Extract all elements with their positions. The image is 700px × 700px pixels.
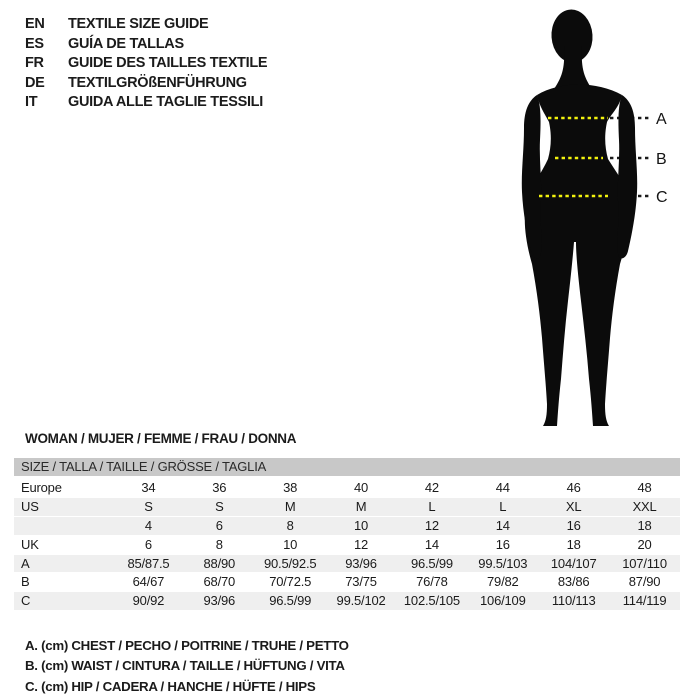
size-cell: 73/75 [345,574,377,590]
size-cell: 70/72.5 [269,574,312,590]
size-cell: 12 [424,517,439,533]
size-cell: 38 [283,480,298,495]
lang-row-es [25,35,267,55]
measurement-legend [25,636,349,697]
table-row-waist-b [14,573,680,592]
size-cell: XL [565,498,582,514]
size-cell: 8 [286,517,294,533]
table-row-us-numeric [14,517,680,536]
size-cell: 104/107 [550,555,597,571]
size-cell: 93/96 [203,593,236,609]
size-cell: 90/92 [132,593,165,609]
lang-code-fr: FR [25,55,44,71]
size-cell: 48 [637,480,652,495]
size-cell: 107/110 [622,555,667,571]
size-cell: L [499,498,507,514]
size-cell: 6 [144,536,152,552]
lang-row-it [25,93,267,113]
size-cell: 83/86 [557,574,590,590]
lang-row-fr [25,54,267,74]
size-cell: 87/90 [628,574,661,590]
woman-figure-svg [505,0,700,432]
size-cell: 6 [215,517,223,533]
language-title-list [25,15,267,113]
lang-label-fr: GUIDE DES TAILLES TEXTILE [68,55,268,71]
lang-code-de: DE [25,74,45,91]
size-table-header: SIZE / TALLA / TAILLE / GRÖSSE / TAGLIA [14,458,680,476]
size-cell: M [284,498,296,514]
size-cell: 34 [141,480,156,495]
table-row-us [14,498,680,517]
size-cell: 14 [495,517,510,533]
size-cell: 99.5/103 [478,555,528,571]
size-cell: 90.5/92.5 [263,555,317,571]
size-cell: 18 [637,517,652,533]
row-label: UK [21,536,39,552]
legend-waist: B. (cm) WAIST / CINTURA / TAILLE / HÜFTUNG / VITA [25,658,345,674]
size-cell: 110/113 [551,593,596,609]
size-table [14,458,680,611]
lang-code-en: EN [25,16,45,32]
size-cell: 12 [354,536,369,552]
size-cell: 42 [424,480,439,495]
legend-chest: A. (cm) CHEST / PECHO / POITRINE / TRUHE / PETTO [25,638,349,653]
size-cell: 10 [354,517,369,533]
silhouette-right-arm [618,95,637,258]
size-cell: 64/67 [132,574,165,590]
marker-a-label: A [656,111,667,128]
table-row-hip-c [14,592,680,611]
row-label [14,517,113,535]
size-cell: 18 [566,536,581,552]
size-cell: 44 [495,480,510,495]
size-cell: 68/70 [203,574,236,590]
size-cell: 85/87.5 [127,555,170,571]
size-cell: 4 [144,517,152,533]
lang-label-es: GUÍA DE TALLAS [68,35,184,52]
size-cell: L [428,498,436,514]
size-cell: 79/82 [487,574,519,590]
silhouette-left-arm [522,95,541,258]
size-cell: 20 [637,536,652,552]
woman-silhouette [522,8,637,426]
size-cell: 14 [424,536,439,552]
size-cell: 16 [566,517,581,533]
size-cell: 99.5/102 [336,593,386,609]
row-label: B [21,574,30,590]
lang-label-it: GUIDA ALLE TAGLIE TESSILI [68,94,263,110]
size-cell: 16 [495,536,510,552]
size-cell: 36 [212,480,227,495]
size-cell: 88/90 [203,555,236,571]
lang-code-es: ES [25,35,44,52]
lang-label-en: TEXTILE SIZE GUIDE [68,16,209,32]
marker-c-label: C [656,189,668,206]
size-cell: S [215,498,224,514]
size-cell: 106/109 [480,593,526,609]
size-cell: 93/96 [345,555,377,571]
lang-code-it: IT [25,94,38,110]
row-label: A [21,555,30,571]
size-cell: 10 [283,536,298,552]
marker-b-label: B [656,151,667,168]
table-row-uk [14,536,680,555]
size-cell: M [355,498,367,514]
size-cell: 8 [215,536,223,552]
lang-row-de [25,74,267,94]
section-title: WOMAN / MUJER / FEMME / FRAU / DONNA [25,431,297,446]
row-label: US [21,498,39,514]
table-row-chest-a [14,555,680,574]
size-cell: S [144,498,153,514]
size-cell: 96.5/99 [269,593,312,609]
table-row-europe [14,479,680,498]
lang-label-de: TEXTILGRÖßENFÜHRUNG [68,74,247,91]
size-cell: 46 [566,480,581,495]
size-cell: 40 [354,480,369,495]
row-label: C [21,593,31,609]
legend-hip: C. (cm) HIP / CADERA / HANCHE / HÜFTE / HIPS [25,678,316,694]
lang-row-en [25,15,267,35]
size-cell: XXL [632,498,657,514]
measurement-figure [505,0,700,432]
size-cell: 114/119 [622,593,667,609]
row-label: Europe [21,480,62,495]
size-cell: 102.5/105 [403,593,460,609]
size-cell: 76/78 [416,574,448,590]
size-cell: 96.5/99 [410,555,453,571]
